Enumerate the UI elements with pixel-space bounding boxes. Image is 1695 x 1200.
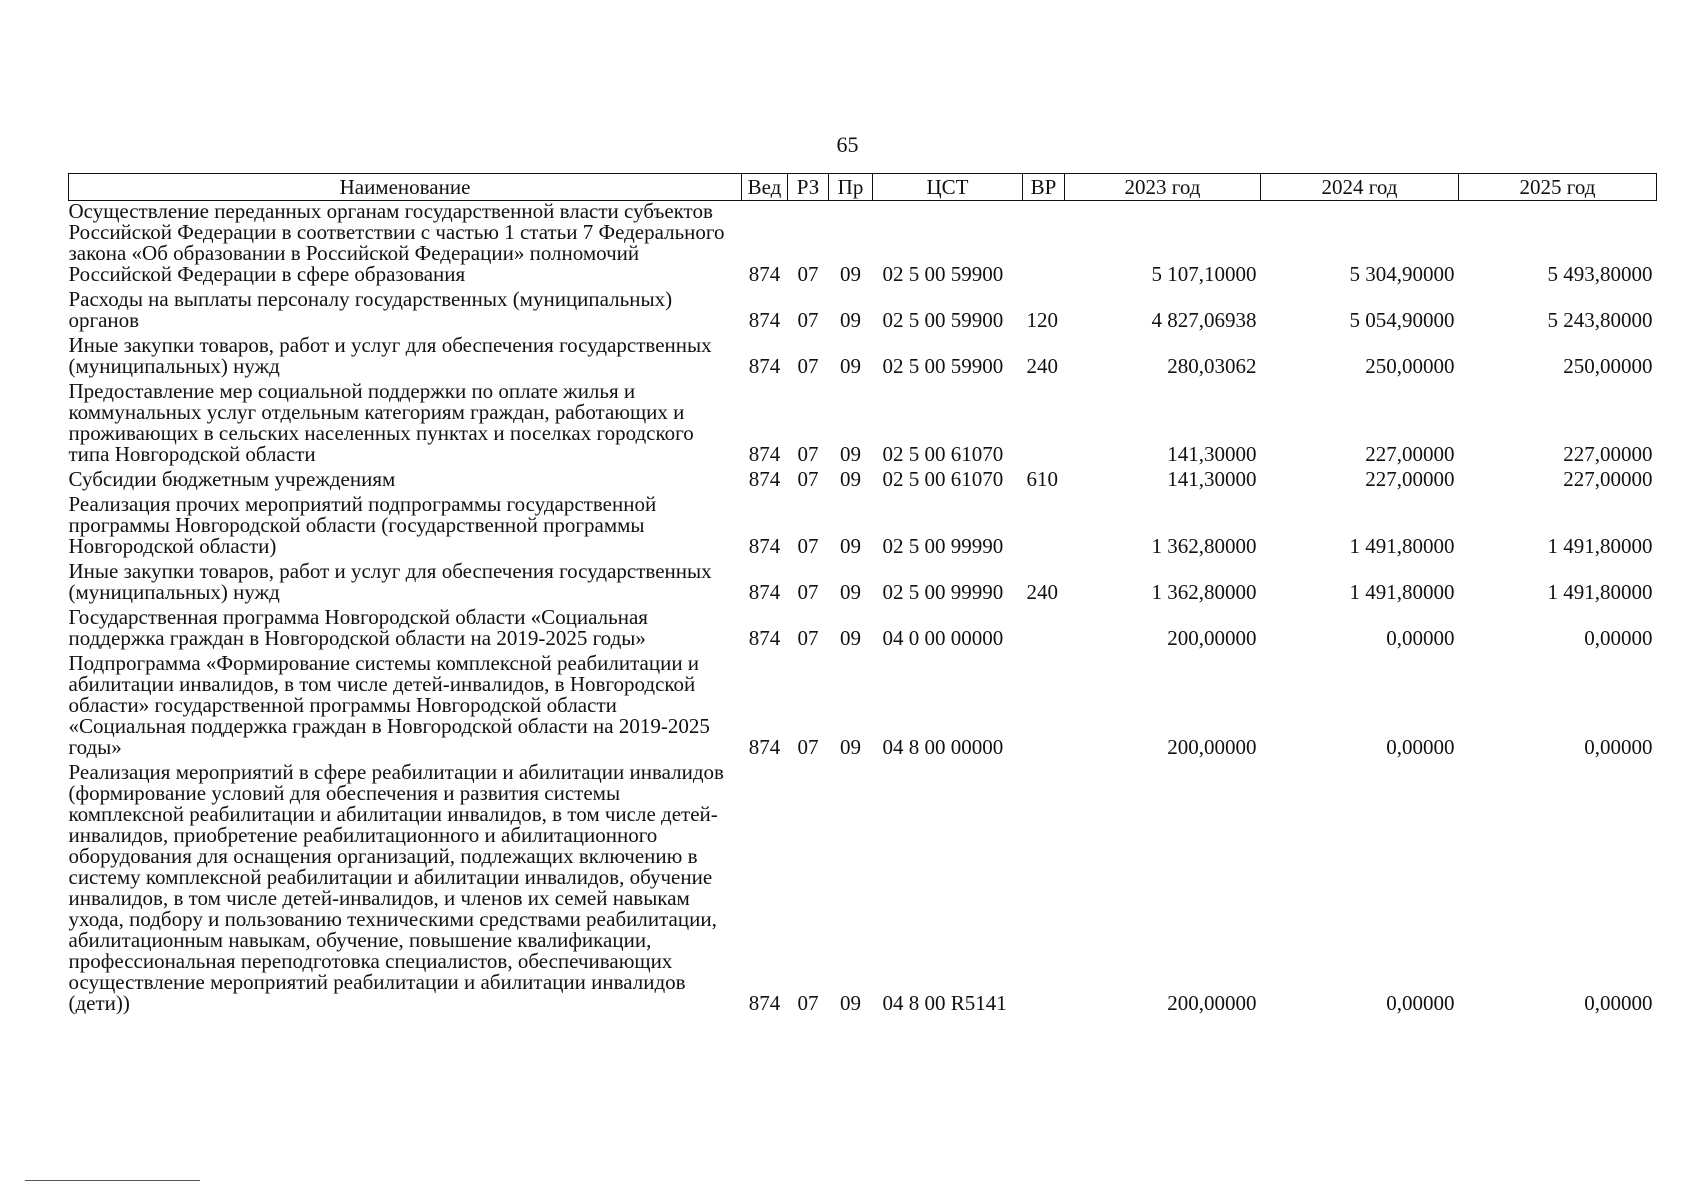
row-name: Субсидии бюджетным учреждениям [68,467,396,491]
row-pr: 09 [840,442,861,466]
row-2024: 0,00000 [1386,735,1455,759]
row-vr: 610 [1026,467,1058,491]
row-name: Осуществление переданных органам государственной власти субъектов Российской Федерации в соответствии с частью 1 статьи 7 Федерального закона «Об образовании в Российской Федерации» полномочий Российской Федерации в сфере образования [68,199,725,286]
row-2024: 5 304,90000 [1349,262,1455,286]
row-2025: 0,00000 [1584,735,1653,759]
row-vr: 240 [1026,580,1058,604]
row-2025: 250,00000 [1563,354,1653,378]
row-2025: 0,00000 [1584,991,1653,1015]
row-cst: 02 5 00 59900 [882,354,1004,378]
header-ved: Вед [742,174,788,201]
row-name: Подпрограмма «Формирование системы комплексной реабилитации и абилитации инвалидов, в том числе детей-инвалидов, в Новгородской области» государственной программы Новгородской области «Социальная поддержка граждан в Новгородской области на 2019-2025 годы» [68,651,710,759]
row-rz: 07 [797,354,819,378]
table-header-row [69,174,1657,201]
row-2025: 5 493,80000 [1547,262,1653,286]
row-pr: 09 [840,308,861,332]
budget-table [68,173,1657,1018]
row-pr: 09 [840,354,861,378]
row-2024: 1 491,80000 [1349,580,1455,604]
header-2025: 2025 год [1459,174,1657,201]
row-cst: 02 5 00 59900 [882,308,1004,332]
row-2024: 0,00000 [1386,991,1455,1015]
row-rz: 07 [797,735,819,759]
row-vr [1023,762,1065,1018]
row-2023: 200,00000 [1167,626,1257,650]
row-cst: 04 0 00 00000 [882,626,1004,650]
row-vr [1023,607,1065,653]
row-rz: 07 [797,534,819,558]
header-cst: ЦСТ [873,174,1023,201]
row-pr: 09 [840,626,861,650]
row-2025: 5 243,80000 [1547,308,1653,332]
table-row [69,335,1657,381]
row-2024: 227,00000 [1365,467,1455,491]
row-2023: 141,30000 [1167,467,1257,491]
header-vr: ВР [1023,174,1065,201]
row-name: Предоставление мер социальной поддержки по оплате жилья и коммунальных услуг отдельным категориям граждан, работающих и проживающих в сельских населенных пунктах и поселках городского типа Новгородской области [68,379,694,466]
row-2023: 5 107,10000 [1151,262,1257,286]
header-rz: РЗ [788,174,829,201]
row-vr [1023,494,1065,561]
row-cst: 02 5 00 99990 [882,534,1004,558]
row-ved: 874 [748,262,781,286]
row-2025: 227,00000 [1563,442,1653,466]
row-pr: 09 [840,534,861,558]
row-ved: 874 [748,308,781,332]
row-cst: 04 8 00 00000 [882,735,1004,759]
row-vr: 120 [1026,308,1058,332]
row-vr [1023,381,1065,469]
row-ved: 874 [748,626,781,650]
header-pr: Пр [829,174,873,201]
row-2024: 0,00000 [1386,626,1455,650]
header-2024: 2024 год [1261,174,1459,201]
row-name: Расходы на выплаты персоналу государственных (муниципальных) органов [68,287,673,332]
row-rz: 07 [797,262,819,286]
row-2024: 5 054,90000 [1349,308,1455,332]
row-ved: 874 [748,442,781,466]
row-ved: 874 [748,991,781,1015]
row-2023: 200,00000 [1167,991,1257,1015]
row-pr: 09 [840,735,861,759]
table-row [69,762,1657,1018]
row-rz: 07 [797,580,819,604]
row-2023: 1 362,80000 [1151,534,1257,558]
page-number: 65 [836,132,859,157]
row-pr: 09 [840,262,861,286]
header-2023: 2023 год [1065,174,1261,201]
table-row [69,653,1657,762]
row-name: Государственная программа Новгородской области «Социальная поддержка граждан в Новгородской области на 2019-2025 годы» [68,605,648,650]
row-name: Иные закупки товаров, работ и услуг для обеспечения государственных (муниципальных) нужд [68,333,712,378]
row-rz: 07 [797,442,819,466]
row-name: Иные закупки товаров, работ и услуг для обеспечения государственных (муниципальных) нужд [68,559,712,604]
row-ved: 874 [748,467,781,491]
row-rz: 07 [797,308,819,332]
table-row [69,494,1657,561]
row-cst: 02 5 00 99990 [882,580,1004,604]
row-rz: 07 [797,467,819,491]
row-rz: 07 [797,626,819,650]
row-cst: 04 8 00 R5141 [882,991,1007,1015]
row-2023: 141,30000 [1167,442,1257,466]
table-row [69,289,1657,335]
row-ved: 874 [748,735,781,759]
table-row [69,381,1657,469]
table-row [69,201,1657,290]
row-name: Реализация мероприятий в сфере реабилитации и абилитации инвалидов (формирование условий для обеспечения и развития системы комплексной реабилитации и абилитации инвалидов, в том числе детей-инвалидов, приобретение реабилитационного и абилитационного оборудования для оснащения организаций, подлежащих включению в систему комплексной реабилитации и абилитации инвалидов, обучение инвалидов, в том числе детей-инвалидов, и членов их семей навыкам ухода, подбору и пользованию техническими средствами реабилитации, абилитационным навыкам, обучение, повышение квалификации, профессиональная переподготовка специалистов, обеспечивающих осуществление мероприятий реабилитации и абилитации инвалидов (дети)) [68,760,724,1015]
row-ved: 874 [748,534,781,558]
row-vr: 240 [1026,354,1058,378]
row-2025: 1 491,80000 [1547,580,1653,604]
row-pr: 09 [840,580,861,604]
header-name: Наименование [69,174,742,201]
row-cst: 02 5 00 61070 [882,442,1004,466]
row-2023: 1 362,80000 [1151,580,1257,604]
row-vr [1023,201,1065,290]
row-rz: 07 [797,991,819,1015]
row-2025: 0,00000 [1584,626,1653,650]
row-name: Реализация прочих мероприятий подпрограммы государственной программы Новгородской области (государственной программы Новгородской области) [68,492,657,558]
row-ved: 874 [748,580,781,604]
row-2024: 250,00000 [1365,354,1455,378]
row-cst: 02 5 00 59900 [882,262,1004,286]
row-2023: 280,03062 [1167,354,1257,378]
row-pr: 09 [840,467,861,491]
row-2024: 227,00000 [1365,442,1455,466]
table-row [69,561,1657,607]
table-row [69,469,1657,494]
row-2025: 227,00000 [1563,467,1653,491]
row-2025: 1 491,80000 [1547,534,1653,558]
row-2024: 1 491,80000 [1349,534,1455,558]
footer-rule [25,1180,200,1181]
row-vr [1023,653,1065,762]
row-ved: 874 [748,354,781,378]
row-2023: 200,00000 [1167,735,1257,759]
row-cst: 02 5 00 61070 [882,467,1004,491]
row-pr: 09 [840,991,861,1015]
row-2023: 4 827,06938 [1151,308,1257,332]
table-row [69,607,1657,653]
